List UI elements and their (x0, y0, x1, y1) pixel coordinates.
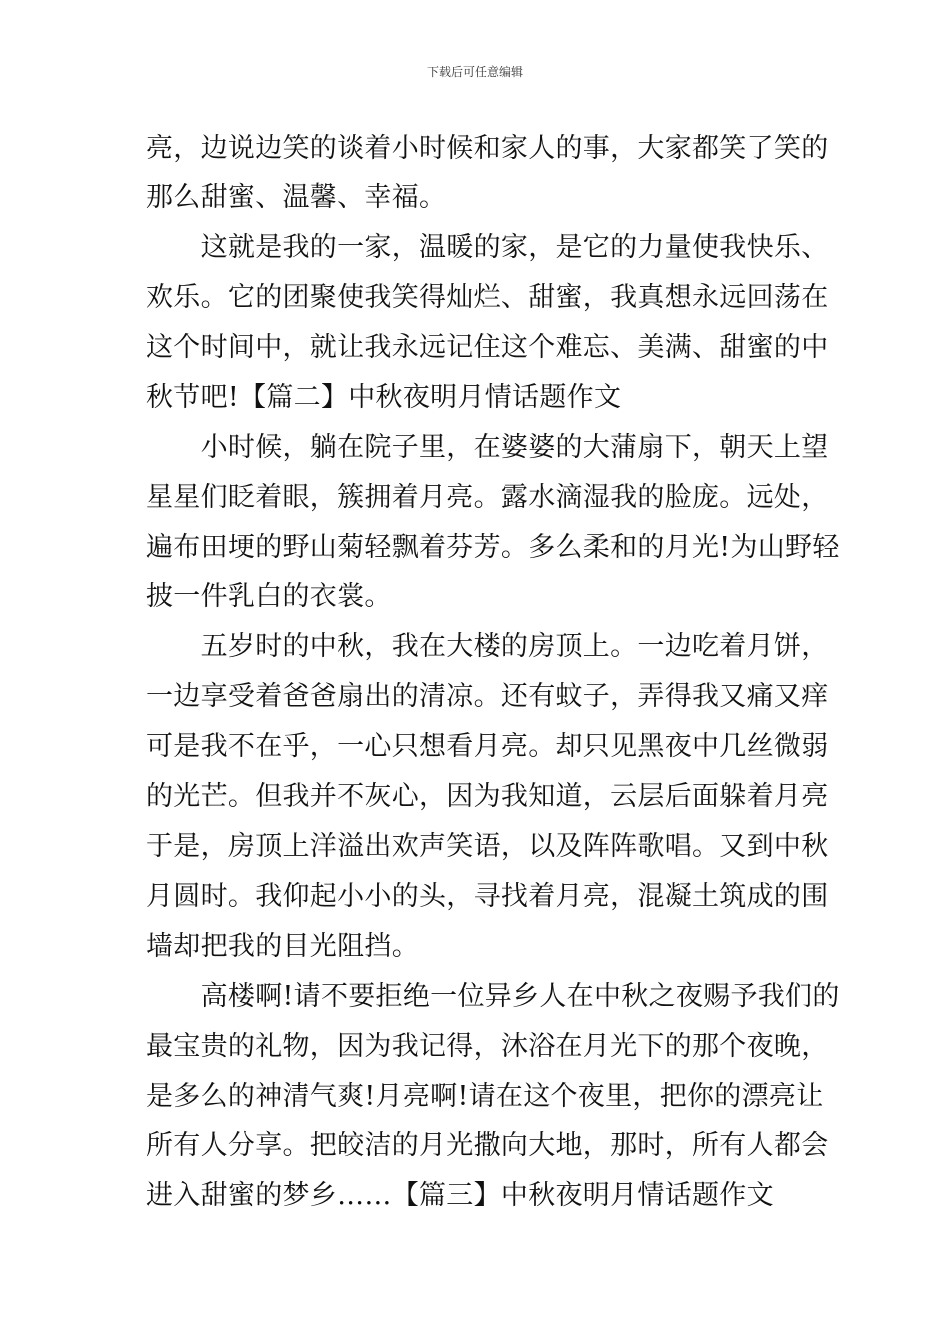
text-line: 星星们眨着眼，簇拥着月亮。露水滴湿我的脸庞。远处， (146, 482, 829, 513)
text-line: 的光芒。但我并不灰心，因为我知道，云层后面躲着月亮 (146, 781, 829, 812)
text-line: 进入甜蜜的梦乡……【篇三】中秋夜明月情话题作文 (146, 1180, 774, 1211)
text-line: 所有人分享。把皎洁的月光撒向大地，那时，所有人都会 (146, 1130, 829, 1161)
text-line: 秋节吧!【篇二】中秋夜明月情话题作文 (146, 382, 622, 413)
text-line: 墙却把我的目光阻挡。 (146, 931, 419, 962)
text-line: 是多么的神清气爽!月亮啊!请在这个夜里，把你的漂亮让 (146, 1081, 824, 1112)
text-line: 月圆时。我仰起小小的头，寻找着月亮，混凝土筑成的围 (146, 881, 829, 912)
text-line: 那么甜蜜、温馨、幸福。 (146, 182, 447, 213)
text-line: 高楼啊!请不要拒绝一位异乡人在中秋之夜赐予我们的 (146, 981, 840, 1012)
page-header: 下载后可任意编辑 (426, 65, 523, 79)
text-line: 这就是我的一家，温暖的家，是它的力量使我快乐、 (146, 232, 829, 263)
text-line: 披一件乳白的衣裳。 (146, 581, 392, 612)
text-line: 最宝贵的礼物，因为我记得，沐浴在月光下的那个夜晚， (146, 1031, 829, 1062)
text-line: 亮，边说边笑的谈着小时候和家人的事，大家都笑了笑的 (146, 133, 829, 164)
text-line: 可是我不在乎，一心只想看月亮。却只见黑夜中几丝微弱 (146, 731, 829, 762)
text-line: 一边享受着爸爸扇出的清凉。还有蚊子，弄得我又痛又痒 (146, 681, 829, 712)
text-line: 这个时间中，就让我永远记住这个难忘、美满、甜蜜的中 (146, 332, 829, 363)
text-line: 欢乐。它的团聚使我笑得灿烂、甜蜜，我真想永远回荡在 (146, 282, 829, 313)
text-line: 遍布田埂的野山菊轻飘着芬芳。多么柔和的月光!为山野轻 (146, 532, 840, 563)
text-line: 五岁时的中秋，我在大楼的房顶上。一边吃着月饼， (146, 631, 829, 662)
text-line: 于是，房顶上洋溢出欢声笑语，以及阵阵歌唱。又到中秋 (146, 831, 829, 862)
text-line: 小时候，躺在院子里，在婆婆的大蒲扇下，朝天上望 (146, 432, 829, 463)
